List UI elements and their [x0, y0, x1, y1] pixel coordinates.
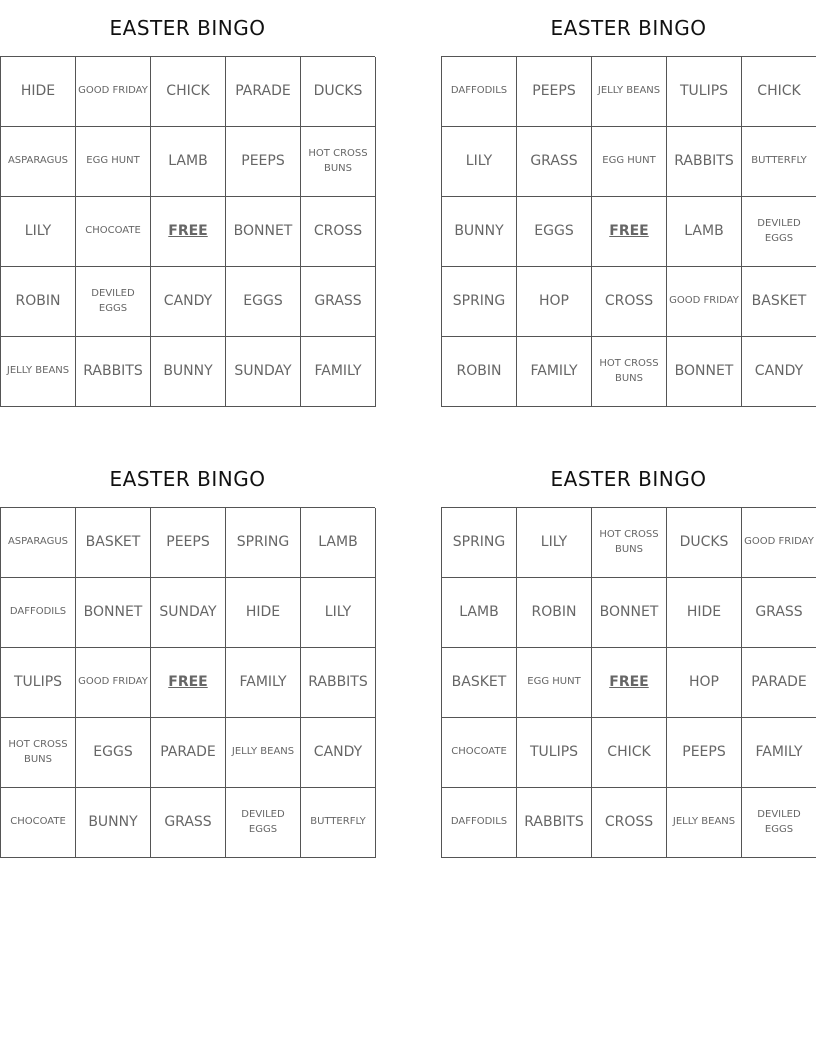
bingo-cell: SUNDAY	[226, 337, 301, 407]
bingo-grid	[0, 56, 375, 407]
bingo-cell: BASKET	[442, 648, 517, 718]
bingo-cell: EGGS	[76, 718, 151, 788]
bingo-cell: LAMB	[442, 578, 517, 648]
bingo-cell: TULIPS	[517, 718, 592, 788]
bingo-grid	[441, 56, 816, 407]
bingo-cell: GRASS	[517, 127, 592, 197]
bingo-cell: BONNET	[76, 578, 151, 648]
bingo-cell: SPRING	[226, 508, 301, 578]
bingo-cell: PARADE	[742, 648, 816, 718]
bingo-cell: GRASS	[151, 788, 226, 858]
bingo-cell: BONNET	[226, 197, 301, 267]
bingo-cell: JELLY BEANS	[592, 57, 667, 127]
bingo-cell: TULIPS	[667, 57, 742, 127]
bingo-cell: DAFFODILS	[442, 57, 517, 127]
bingo-cell: HOP	[517, 267, 592, 337]
bingo-cell: BONNET	[592, 578, 667, 648]
bingo-cell: FAMILY	[226, 648, 301, 718]
bingo-cell: PEEPS	[226, 127, 301, 197]
bingo-cell: TULIPS	[1, 648, 76, 718]
bingo-cell: DEVILED EGGS	[742, 197, 816, 267]
bingo-card-2	[441, 0, 816, 407]
bingo-cell: EGGS	[226, 267, 301, 337]
bingo-cell: RABBITS	[76, 337, 151, 407]
bingo-card-4	[441, 451, 816, 858]
bingo-cell: ROBIN	[442, 337, 517, 407]
bingo-cell: HIDE	[667, 578, 742, 648]
card-title: EASTER BINGO	[109, 16, 266, 40]
bingo-cell: SPRING	[442, 508, 517, 578]
bingo-cell: GOOD FRIDAY	[742, 508, 816, 578]
bingo-cell: LAMB	[301, 508, 376, 578]
bingo-cell: GRASS	[301, 267, 376, 337]
bingo-cell: EGG HUNT	[517, 648, 592, 718]
bingo-cell: GRASS	[742, 578, 816, 648]
bingo-cell: RABBITS	[667, 127, 742, 197]
bingo-cell: HOP	[667, 648, 742, 718]
bingo-cell: CHOCOATE	[442, 718, 517, 788]
bingo-cell: RABBITS	[301, 648, 376, 718]
bingo-cell: BASKET	[76, 508, 151, 578]
bingo-cell: HIDE	[226, 578, 301, 648]
bingo-cell: DEVILED EGGS	[742, 788, 816, 858]
bingo-cell: CANDY	[151, 267, 226, 337]
bingo-cell: DAFFODILS	[1, 578, 76, 648]
bingo-cell: HIDE	[1, 57, 76, 127]
bingo-cell: PARADE	[151, 718, 226, 788]
free-space: FREE	[151, 648, 226, 718]
free-space: FREE	[592, 648, 667, 718]
bingo-cell: BUTTERFLY	[742, 127, 816, 197]
bingo-cell: GOOD FRIDAY	[76, 648, 151, 718]
bingo-cell: LAMB	[667, 197, 742, 267]
bingo-cell: BUNNY	[76, 788, 151, 858]
bingo-cell: DUCKS	[301, 57, 376, 127]
bingo-cell: HOT CROSS BUNS	[1, 718, 76, 788]
free-space: FREE	[592, 197, 667, 267]
free-space: FREE	[151, 197, 226, 267]
bingo-cell: CHICK	[592, 718, 667, 788]
bingo-cell: PEEPS	[667, 718, 742, 788]
bingo-cell: HOT CROSS BUNS	[301, 127, 376, 197]
bingo-cell: BUNNY	[151, 337, 226, 407]
bingo-cell: GOOD FRIDAY	[76, 57, 151, 127]
bingo-cell: EGGS	[517, 197, 592, 267]
bingo-cell: CROSS	[592, 267, 667, 337]
bingo-cell: CROSS	[301, 197, 376, 267]
bingo-cell: BONNET	[667, 337, 742, 407]
bingo-cell: ROBIN	[1, 267, 76, 337]
bingo-cell: LAMB	[151, 127, 226, 197]
bingo-cell: FAMILY	[517, 337, 592, 407]
bingo-cell: CHOCOATE	[76, 197, 151, 267]
bingo-cell: DAFFODILS	[442, 788, 517, 858]
bingo-cell: SPRING	[442, 267, 517, 337]
bingo-cell: CROSS	[592, 788, 667, 858]
card-title: EASTER BINGO	[550, 467, 707, 491]
bingo-cell: JELLY BEANS	[226, 718, 301, 788]
bingo-cell: DUCKS	[667, 508, 742, 578]
bingo-card-1	[0, 0, 375, 407]
bingo-cell: CANDY	[742, 337, 816, 407]
card-title: EASTER BINGO	[109, 467, 266, 491]
bingo-cell: EGG HUNT	[76, 127, 151, 197]
bingo-cell: GOOD FRIDAY	[667, 267, 742, 337]
bingo-cell: BASKET	[742, 267, 816, 337]
bingo-cell: CANDY	[301, 718, 376, 788]
bingo-cell: ASPARAGUS	[1, 127, 76, 197]
bingo-cell: FAMILY	[301, 337, 376, 407]
bingo-cell: LILY	[301, 578, 376, 648]
bingo-cell: PEEPS	[151, 508, 226, 578]
bingo-cell: EGG HUNT	[592, 127, 667, 197]
bingo-cell: LILY	[517, 508, 592, 578]
card-title: EASTER BINGO	[550, 16, 707, 40]
bingo-cell: BUTTERFLY	[301, 788, 376, 858]
bingo-cell: ROBIN	[517, 578, 592, 648]
bingo-cell: PARADE	[226, 57, 301, 127]
bingo-cell: PEEPS	[517, 57, 592, 127]
bingo-card-3	[0, 451, 375, 858]
bingo-cell: DEVILED EGGS	[226, 788, 301, 858]
bingo-cell: JELLY BEANS	[1, 337, 76, 407]
bingo-cell: HOT CROSS BUNS	[592, 508, 667, 578]
bingo-grid	[0, 507, 375, 858]
bingo-cell: LILY	[1, 197, 76, 267]
bingo-cell: ASPARAGUS	[1, 508, 76, 578]
bingo-cell: CHOCOATE	[1, 788, 76, 858]
bingo-cell: SUNDAY	[151, 578, 226, 648]
bingo-cell: LILY	[442, 127, 517, 197]
bingo-cell: DEVILED EGGS	[76, 267, 151, 337]
bingo-cell: CHICK	[151, 57, 226, 127]
bingo-cell: FAMILY	[742, 718, 816, 788]
bingo-cell: RABBITS	[517, 788, 592, 858]
bingo-cell: JELLY BEANS	[667, 788, 742, 858]
bingo-cell: HOT CROSS BUNS	[592, 337, 667, 407]
bingo-cell: BUNNY	[442, 197, 517, 267]
bingo-grid	[441, 507, 816, 858]
bingo-cell: CHICK	[742, 57, 816, 127]
